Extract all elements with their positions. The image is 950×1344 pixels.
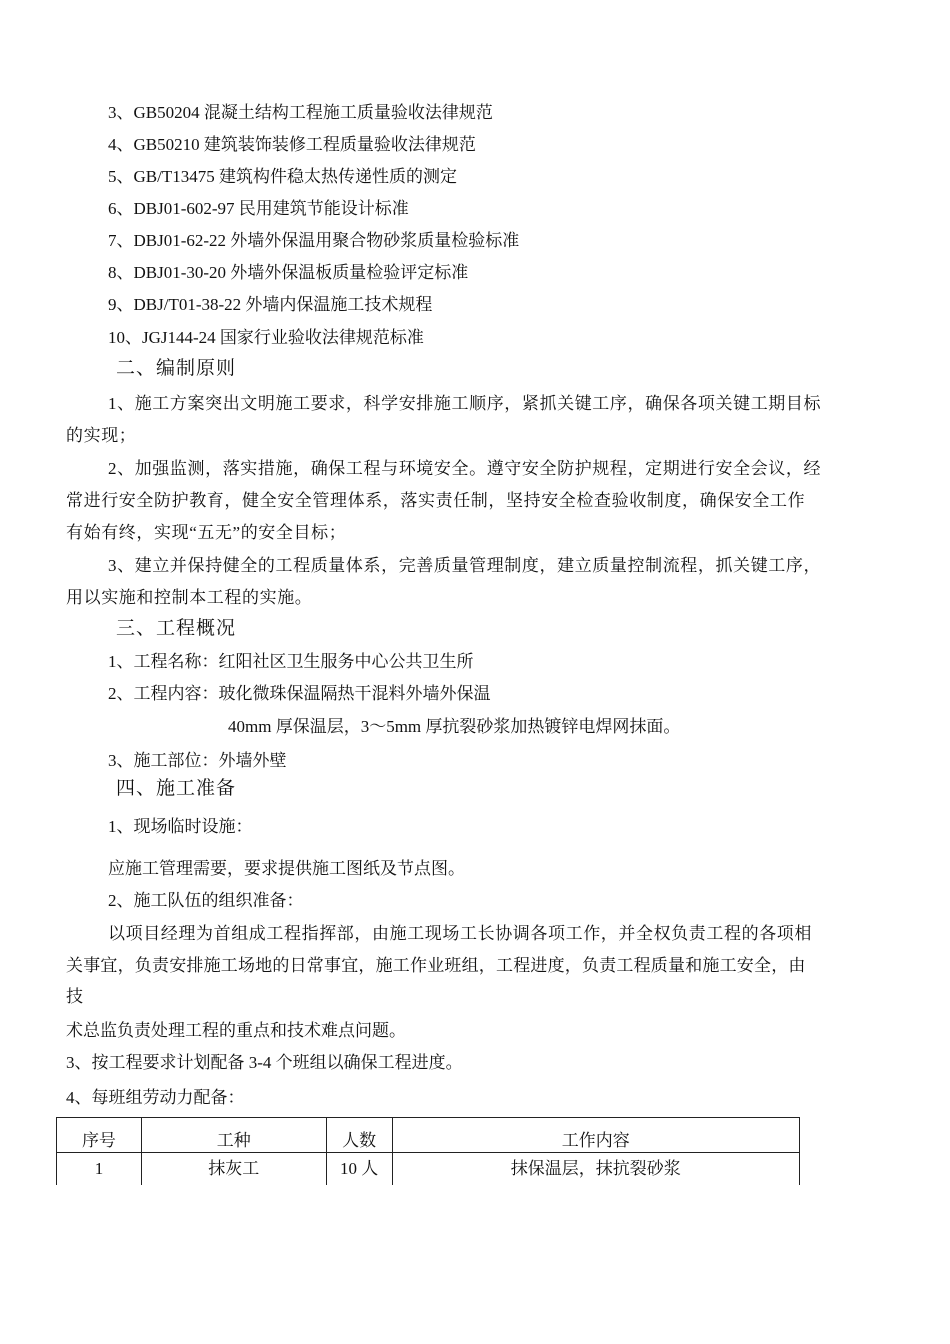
prep-item-2: 2、施工队伍的组织准备： — [108, 891, 304, 910]
project-name: 1、工程名称：红阳社区卫生服务中心公共卫生所 — [108, 652, 474, 671]
table-header-cell: 工种 — [141, 1118, 326, 1153]
section-heading-overview: 三、工程概况 — [116, 618, 237, 639]
table-cell: 1 — [57, 1153, 142, 1186]
standard-item: 9、DBJ/T01-38-22 外墙内保温施工技术规程 — [108, 295, 433, 314]
project-content-detail: 40mm 厚保温层，3～5mm 厚抗裂砂浆加热镀锌电焊网抹面。 — [228, 717, 681, 736]
prep-item-4: 4、每班组劳动力配备： — [66, 1088, 245, 1107]
section-heading-principles: 二、编制原则 — [116, 358, 237, 379]
table-header-cell: 工作内容 — [392, 1118, 799, 1153]
prep-item-1-text: 应施工管理需要，要求提供施工图纸及节点图。 — [108, 859, 465, 878]
paragraph-line: 以项目经理为首组成工程指挥部，由施工现场工长协调各项工作，并全权负责工程的各项相 — [108, 924, 812, 943]
standard-item: 5、GB/T13475 建筑构件稳太热传递性质的测定 — [108, 167, 457, 186]
project-location: 3、施工部位：外墙外壁 — [108, 751, 287, 770]
paragraph-line: 1、施工方案突出文明施工要求，科学安排施工顺序，紧抓关键工序，确保各项关键工期目标 — [108, 394, 822, 413]
table-cell: 抹保温层，抹抗裂砂浆 — [392, 1153, 799, 1186]
prep-item-3: 3、按工程要求计划配备 3-4 个班组以确保工程进度。 — [66, 1053, 463, 1072]
standard-item: 3、GB50204 混凝土结构工程施工质量验收法律规范 — [108, 103, 493, 122]
table-row — [57, 1153, 800, 1186]
table-cell: 10 人 — [326, 1153, 392, 1186]
section-heading-preparation: 四、施工准备 — [116, 778, 237, 799]
paragraph-line: 2、加强监测，落实措施，确保工程与环境安全。遵守安全防护规程，定期进行安全会议，经 — [108, 459, 822, 478]
standard-item: 7、DBJ01-62-22 外墙外保温用聚合物砂浆质量检验标准 — [108, 231, 520, 250]
paragraph-line: 术总监负责处理工程的重点和技术难点问题。 — [66, 1021, 406, 1040]
prep-item-1: 1、现场临时设施： — [108, 817, 253, 836]
table-header-cell: 人数 — [326, 1118, 392, 1153]
paragraph-line: 技 — [66, 987, 83, 1006]
standard-item: 10、JGJ144-24 国家行业验收法律规范标准 — [108, 328, 424, 347]
paragraph-line: 有始有终，实现“五无”的安全目标； — [66, 523, 347, 542]
paragraph-line: 常进行安全防护教育，健全安全管理体系，落实责任制，坚持安全检查验收制度，确保安全工作 — [66, 491, 806, 510]
table-header-cell: 序号 — [57, 1118, 142, 1153]
standard-item: 8、DBJ01-30-20 外墙外保温板质量检验评定标准 — [108, 263, 469, 282]
standard-item: 6、DBJ01-602-97 民用建筑节能设计标准 — [108, 199, 409, 218]
paragraph-line: 的实现； — [66, 426, 137, 445]
paragraph-line: 3、建立并保持健全的工程质量体系，完善质量管理制度，建立质量控制流程，抓关键工序， — [108, 556, 822, 575]
paragraph-line: 用以实施和控制本工程的实施。 — [66, 588, 313, 607]
labor-table — [56, 1117, 800, 1185]
standard-item: 4、GB50210 建筑装饰装修工程质量验收法律规范 — [108, 135, 476, 154]
table-header-row — [57, 1118, 800, 1153]
table-cell: 抹灰工 — [141, 1153, 326, 1186]
paragraph-line: 关事宜，负责安排施工场地的日常事宜，施工作业班组，工程进度，负责工程质量和施工安全，由 — [66, 956, 806, 975]
project-content: 2、工程内容：玻化微珠保温隔热干混料外墙外保温 — [108, 684, 491, 703]
